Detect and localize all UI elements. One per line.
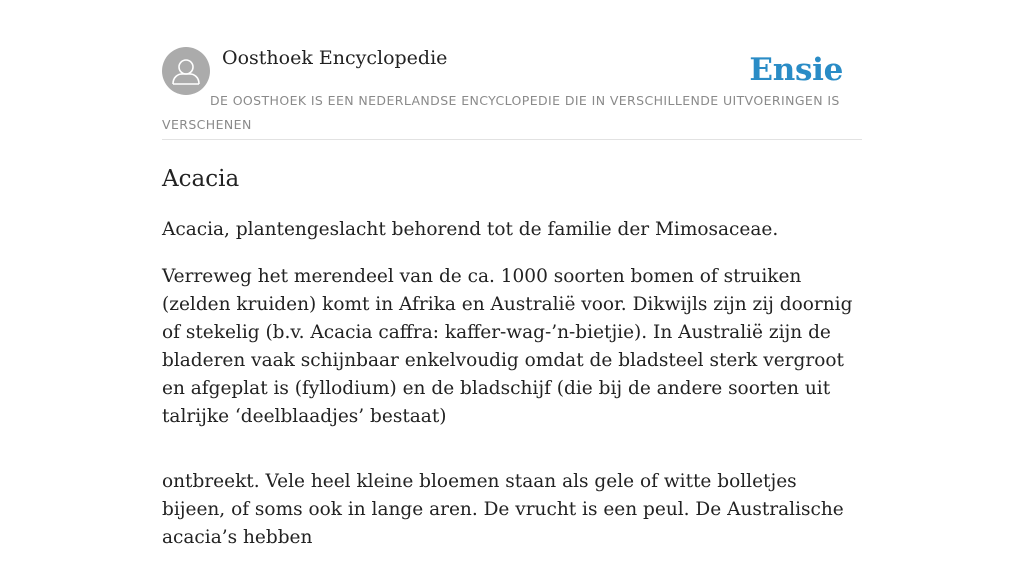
author-avatar[interactable] bbox=[162, 47, 210, 95]
brand-logo[interactable]: Ensie bbox=[749, 52, 843, 88]
article-body bbox=[162, 216, 862, 571]
article-paragraph: Acacia, plantengeslacht behorend tot de familie der Mimosaceae. bbox=[162, 219, 779, 240]
site-name[interactable]: Oosthoek Encyclopedie bbox=[222, 47, 448, 69]
site-subtitle: DE OOSTHOEK IS EEN NEDERLANDSE ENCYCLOPEDIE DIE IN VERSCHILLENDE UITVOERINGEN IS VERSCHENEN bbox=[162, 93, 840, 132]
header-divider bbox=[162, 139, 862, 140]
article-paragraph: ontbreekt. Vele heel kleine bloemen staan als gele of witte bolletjes bijeen, of soms ook in lange aren. De vrucht is een peul. De Australische acacia’s hebben bbox=[162, 471, 844, 548]
article-paragraph: Verreweg het merendeel van de ca. 1000 soorten bomen of struiken (zelden kruiden) komt in Afrika en Australië voor. Dikwijls zijn zij doornig of stekelig (b.v. Acacia caffra: kaffer-wag-’n-bietjie). In Australië zijn de bladeren vaak schijnbaar enkelvoudig omdat de bladsteel sterk vergroot en afgeplat is (fyllodium) en de bladschijf (die bij de andere soorten uit talrijke ‘deelblaadjes’ bestaat) bbox=[162, 266, 853, 427]
article-title: Acacia bbox=[162, 166, 240, 192]
user-icon bbox=[162, 47, 210, 95]
